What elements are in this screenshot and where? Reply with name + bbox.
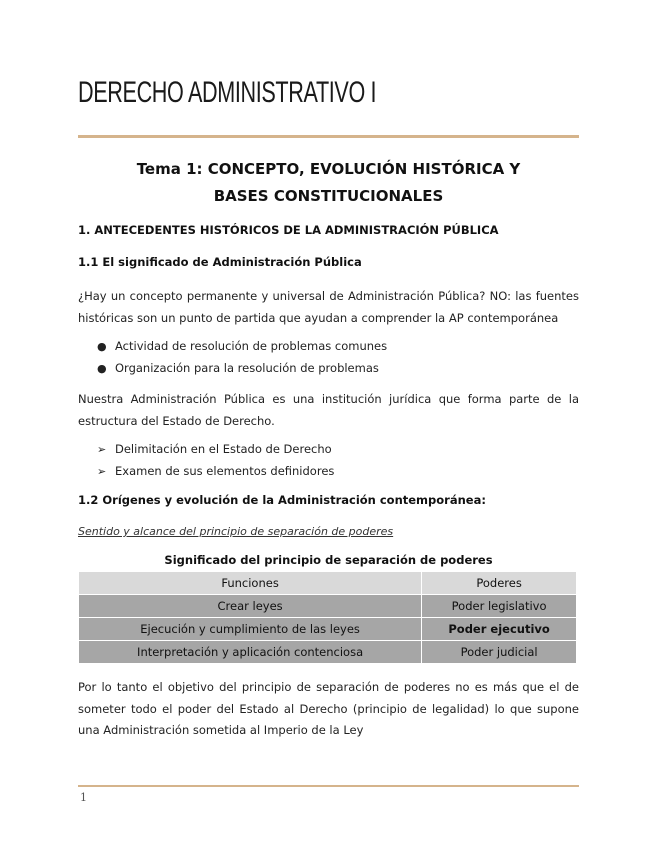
list-item — [78, 358, 579, 380]
page-number: 1 — [80, 791, 87, 804]
list-item-text: Organización para la resolución de problemas — [115, 360, 379, 375]
bullet-icon: ● — [97, 340, 107, 353]
table-cell: Ejecución y cumplimiento de las leyes — [79, 618, 422, 641]
table-header-cell: Poderes — [422, 572, 577, 595]
footer-rule — [78, 785, 579, 787]
section-1-2-paragraph: Por lo tanto el objetivo del principio de separación de poderes no es más que el de someter todo el poder del Estado al Derecho (principio de legalidad) lo que supone una Administración sometida al Imperio de la Ley — [78, 680, 579, 737]
list-item — [78, 461, 579, 483]
section-1-1-paragraph-1: ¿Hay un concepto permanente y universal de Administración Pública? NO: las fuentes históricas son un punto de partida que ayudan a comprender la AP contemporánea — [78, 289, 579, 325]
tema-title: Tema 1: CONCEPTO, EVOLUCIÓN HISTÓRICA Y BASES CONSTITUCIONALES — [136, 160, 521, 205]
header-rule — [78, 135, 579, 138]
arrow-bullet-icon: ➢ — [97, 464, 107, 478]
table-cell: Interpretación y aplicación contenciosa — [79, 641, 422, 664]
separation-of-powers-table — [78, 571, 577, 664]
separation-of-powers-subheading: Sentido y alcance del principio de separación de poderes — [78, 525, 394, 538]
table-cell: Crear leyes — [79, 595, 422, 618]
page-content — [78, 156, 579, 749]
section-1-heading: 1. ANTECEDENTES HISTÓRICOS DE LA ADMINISTRACIÓN PÚBLICA — [78, 223, 499, 237]
table-cell: Poder ejecutivo — [422, 618, 577, 641]
list-item-text: Examen de sus elementos definidores — [115, 463, 335, 478]
section-1-1-paragraph-2: Nuestra Administración Pública es una institución jurídica que forma parte de la estructura del Estado de Derecho. — [78, 392, 579, 428]
list-item — [78, 336, 579, 358]
bullet-list — [78, 336, 579, 379]
arrow-list — [78, 439, 579, 482]
list-item-text: Actividad de resolución de problemas comunes — [115, 339, 388, 353]
table-cell: Poder judicial — [422, 641, 577, 664]
table-row — [79, 641, 577, 664]
bullet-icon: ● — [97, 361, 107, 375]
table-row — [79, 618, 577, 641]
arrow-bullet-icon: ➢ — [97, 443, 107, 456]
list-item — [78, 439, 579, 461]
document-title: DERECHO ADMINISTRATIVO I — [78, 76, 377, 109]
table-header-cell: Funciones — [79, 572, 422, 595]
section-1-2-heading: 1.2 Orígenes y evolución de la Administración contemporánea: — [78, 493, 486, 507]
table-header-row — [79, 572, 577, 595]
list-item-text: Delimitación en el Estado de Derecho — [115, 442, 332, 456]
table-caption: Significado del principio de separación de poderes — [164, 553, 493, 567]
table-row — [79, 595, 577, 618]
table-cell: Poder legislativo — [422, 595, 577, 618]
section-1-1-heading: 1.1 El significado de Administración Pública — [78, 255, 362, 269]
